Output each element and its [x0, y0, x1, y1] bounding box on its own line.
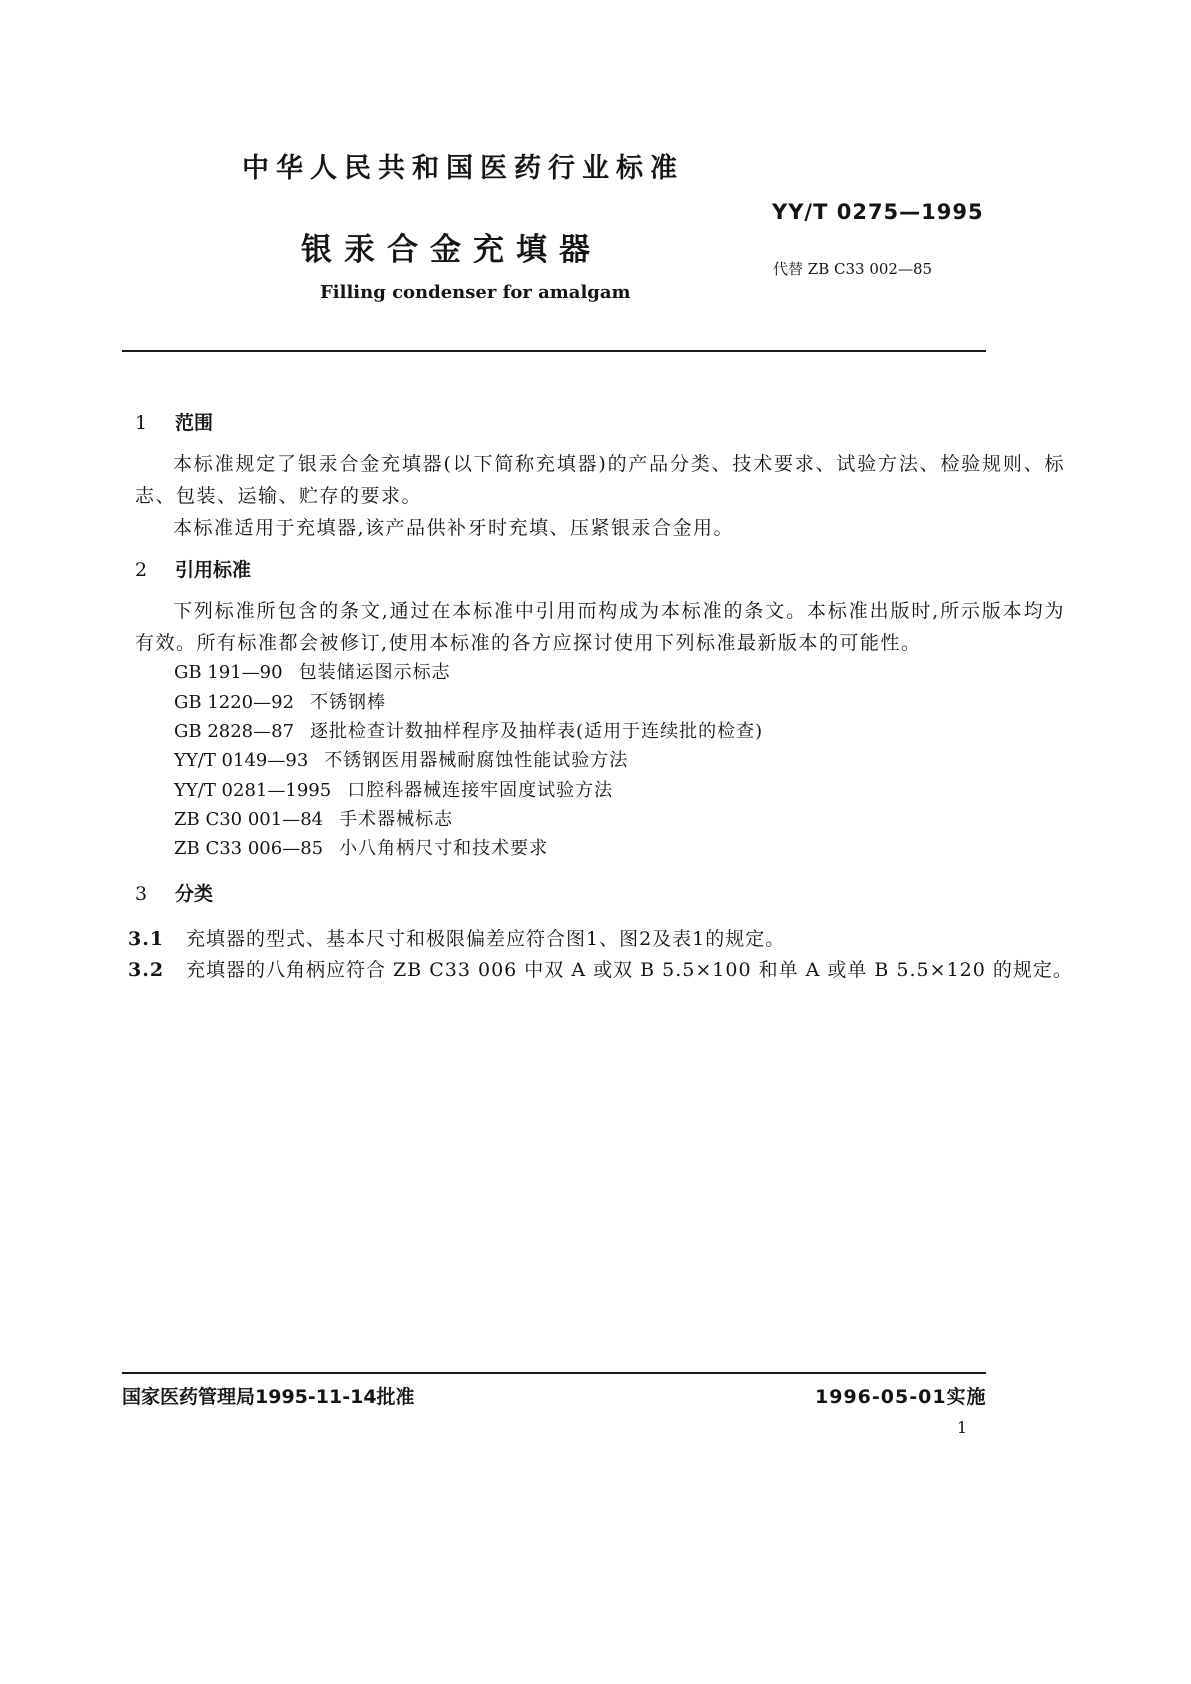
- reference-code: GB 2828—87: [174, 721, 295, 742]
- section-title: 引用标准: [175, 559, 252, 581]
- effective-date: 1996-05-01实施: [815, 1386, 987, 1408]
- clause-number: 3.2: [128, 959, 165, 981]
- reference-item: [174, 658, 451, 684]
- header-divider: [122, 350, 986, 352]
- section-title: 范围: [175, 412, 214, 434]
- references-intro: 下列标准所包含的条文,通过在本标准中引用而构成为本标准的条文。本标准出版时,所示版本均为有效。所有标准都会被修订,使用本标准的各方应探讨使用下列标准最新版本的可能性。: [135, 600, 1065, 654]
- reference-code: ZB C30 001—84: [174, 809, 324, 830]
- clause-text: 充填器的型式、基本尺寸和极限偏差应符合图1、图2及表1的规定。: [186, 928, 786, 950]
- reference-title: 手术器械标志: [339, 809, 454, 830]
- section-number: 2: [135, 559, 148, 581]
- reference-code: ZB C33 006—85: [174, 838, 324, 859]
- reference-item: [174, 834, 548, 860]
- section-number: 1: [135, 412, 148, 434]
- industry-standard-title: 中华人民共和国医药行业标准: [242, 153, 684, 184]
- page-number: 1: [957, 1418, 968, 1437]
- reference-title: 不锈钢医用器械耐腐蚀性能试验方法: [324, 750, 629, 771]
- reference-title: 口腔科器械连接牢固度试验方法: [347, 780, 614, 801]
- section-1-heading: [135, 408, 213, 435]
- clause-text: 充填器的八角柄应符合 ZB C33 006 中双 A 或双 B 5.5×100 和单 A 或单 B 5.5×120 的规定。: [186, 959, 1073, 981]
- clause-3-1: [128, 924, 785, 951]
- approval-note: 国家医药管理局1995-11-14批准: [122, 1386, 415, 1408]
- section-title: 分类: [175, 883, 214, 905]
- footer-divider: [122, 1372, 986, 1374]
- reference-item: [174, 688, 386, 714]
- standard-number: YY/T 0275—1995: [772, 200, 984, 224]
- reference-item: [174, 776, 613, 802]
- section-number: 3: [135, 883, 148, 905]
- reference-code: GB 1220—92: [174, 692, 295, 713]
- scope-paragraph-1: 本标准规定了银汞合金充填器(以下简称充填器)的产品分类、技术要求、试验方法、检验规则、标志、包装、运输、贮存的要求。: [135, 453, 1065, 507]
- reference-code: YY/T 0281—1995: [174, 780, 332, 801]
- section-3-heading: [135, 879, 213, 906]
- reference-item: [174, 717, 763, 743]
- clause-number: 3.1: [128, 928, 165, 950]
- document-title-cn: 银汞合金充填器: [301, 232, 602, 268]
- reference-title: 包装储运图示标志: [298, 662, 451, 683]
- section-2-heading: [135, 555, 251, 582]
- replaces-note: 代替 ZB C33 002—85: [773, 260, 933, 278]
- reference-code: YY/T 0149—93: [174, 750, 309, 771]
- reference-code: GB 191—90: [174, 662, 283, 683]
- clause-3-2: [128, 955, 1073, 982]
- reference-item: [174, 746, 628, 772]
- reference-item: [174, 805, 453, 831]
- reference-title: 小八角柄尺寸和技术要求: [339, 838, 549, 859]
- document-title-en: Filling condenser for amalgam: [320, 282, 631, 303]
- scope-paragraph-2: 本标准适用于充填器,该产品供补牙时充填、压紧银汞合金用。: [173, 517, 735, 539]
- reference-title: 逐批检查计数抽样程序及抽样表(适用于连续批的检查): [310, 721, 764, 742]
- reference-title: 不锈钢棒: [310, 692, 387, 713]
